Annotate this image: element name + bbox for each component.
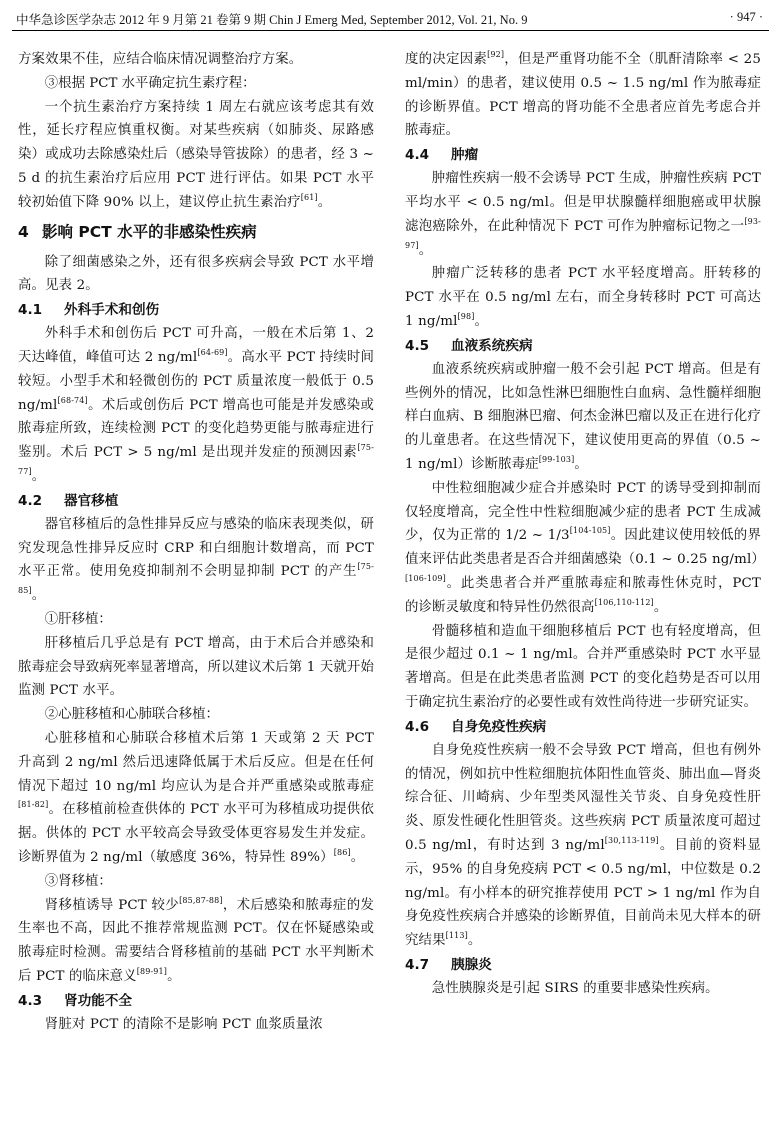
citation: [75-85]	[18, 562, 374, 596]
subsection-heading: 4.2 器官移植	[18, 492, 119, 509]
citation: [86]	[333, 847, 351, 857]
subsection-heading: 4.4 肿瘤	[405, 147, 479, 164]
citation: [106-109]	[405, 573, 446, 583]
paragraph: 肿瘤性疾病一般不会诱导 PCT 生成，肿瘤性疾病 PCT 平均水平 < 0.5 ng/ml。但是甲状腺髓样细胞癌或甲状腺滤泡癌除外，在此种情况下 PCT 可作为肿瘤标记物之一[93-97]。	[405, 171, 761, 258]
paragraph: 中性粒细胞减少症合并感染时 PCT 的诱导受到抑制而仅轻度增高，完全性中性粒细胞减少症的患者 PCT 生成减少，仅为正常的 1/2 ~ 1/3[104-105]。因此建议使用较低的界值来评估此类患者是否合并细菌感染（0.1 ~ 0.25 ng/ml）[106-109]。此类患者合并严重脓毒症和脓毒性休克时，PCT 的诊断灵敏度和特异性仍然很高[106,110-112]。	[405, 480, 765, 615]
citation: [106,110-112]	[594, 597, 654, 607]
citation: [61]	[300, 192, 318, 202]
journal-citation: 中华急诊医学杂志 2012 年 9 月第 21 卷第 9 期 Chin J Emerg Med, September 2012, Vol. 21, No. 9	[16, 13, 528, 27]
paragraph: 自身免疫性疾病一般不会导致 PCT 增高，但也有例外的情况，例如抗中性粒细胞抗体阳性血管炎、肺出血—肾炎综合征、川崎病、少年型类风湿性关节炎、自身免疫性肝炎、原发性硬化性胆管炎。这些疾病 PCT 质量浓度可超过 0.5 ng/ml，有时达到 3 ng/ml[30,113-119]。目前的资料显示，95% 的自身免疫病 PCT < 0.5 ng/ml，中位数是 0.2 ng/ml。有小样本的研究推荐使用 PCT > 1 ng/ml 作为自身免疫性疾病合并感染的诊断界值，目前尚未见大样本的研究结果[113]。	[405, 742, 761, 949]
subsection-heading: 4.6 自身免疫性疾病	[405, 718, 547, 735]
citation: [30,113-119]	[604, 835, 659, 845]
subsection-heading: 4.5 血液系统疾病	[405, 337, 533, 354]
citation: [68-74]	[57, 395, 88, 405]
list-item-heading: ②心脏移植和心肺联合移植：	[44, 707, 219, 723]
paragraph: 急性胰腺炎是引起 SIRS 的重要非感染性疾病。	[431, 980, 719, 996]
citation: [98]	[457, 311, 475, 321]
citation: [93-97]	[405, 216, 761, 250]
citation: [104-105]	[569, 526, 611, 536]
citation: [85,87-88]	[179, 895, 223, 905]
paragraph: 一个抗生素治疗方案持续 1 周左右就应该考虑其有效性，延长疗程应慎重权衡。对某些疾病（如肺炎、尿路感染）或成功去除感染灶后（感染导管拔除）的患者，经 3 ~ 5 d 的抗生素治疗后应用 PCT 进行评估。如果 PCT 水平较初始值下降 90% 以上，建议停止抗生素治疗[61]。	[18, 99, 374, 210]
right-column	[405, 48, 765, 1001]
paragraph: 度的决定因素[92]，但是严重肾功能不全（肌酐清除率 < 25 ml/min）的患者，建议使用 0.5 ~ 1.5 ng/ml 作为脓毒症的诊断界值。PCT 增高的肾功能不全患者应首先考虑合并脓毒症。	[405, 50, 762, 139]
left-column	[18, 48, 374, 1036]
citation: [64-69]	[197, 347, 228, 357]
list-item-heading: ③肾移植：	[44, 873, 112, 889]
paragraph: 器官移植后的急性排异反应与感染的临床表现类似，研究发现急性排异反应时 CRP 和白细胞计数增高，而 PCT 水平正常。使用免疫抑制剂不会明显抑制 PCT 的产生[75-85]。	[18, 516, 374, 604]
citation: [92]	[487, 50, 505, 59]
subsection-heading: 4.7 胰腺炎	[405, 956, 492, 973]
list-item-heading: ③根据 PCT 水平确定抗生素疗程：	[44, 75, 256, 91]
running-header	[12, 8, 769, 31]
page-number: · 947 ·	[729, 10, 763, 24]
paragraph: 肾移植诱导 PCT 较少[85,87-88]，术后感染和脓毒症的发生率也不高，因此不推荐常规监测 PCT。仅在怀疑感染或脓毒症时检测。需要结合肾移植前的基础 PCT 水平判断术后 PCT 的临床意义[89-91]。	[18, 895, 375, 984]
paragraph: 肾脏对 PCT 的清除不是影响 PCT 血浆质量浓	[44, 1016, 323, 1032]
list-item-heading: ①肝移植：	[44, 611, 112, 627]
subsection-heading: 4.3 肾功能不全	[18, 992, 132, 1009]
paragraph: 肿瘤广泛转移的患者 PCT 水平轻度增高。肝转移的 PCT 水平在 0.5 ng/ml 左右，而全身转移时 PCT 可高达 1 ng/ml[98]。	[405, 266, 761, 329]
section-heading: 4 影响 PCT 水平的非感染性疾病	[18, 222, 257, 241]
citation: [81-82]	[18, 800, 49, 810]
citation: [89-91]	[136, 966, 168, 976]
paragraph: 除了细菌感染之外，还有很多疾病会导致 PCT 水平增高。见表 2。	[18, 254, 374, 294]
paragraph: 肝移植后几乎总是有 PCT 增高，由于术后合并感染和脓毒症会导致病死率显著增高，所以建议术后第 1 天就开始监测 PCT 水平。	[18, 635, 374, 699]
subsection-heading: 4.1 外科手术和创伤	[18, 302, 160, 319]
citation: [113]	[445, 931, 468, 941]
paragraph: 方案效果不佳，应结合临床情况调整治疗方案。	[18, 52, 303, 67]
paragraph: 外科手术和创伤后 PCT 可升高，一般在术后第 1、2 天达峰值，峰值可达 2 ng/ml[64-69]。高水平 PCT 持续时间较短。小型手术和轻微创伤的 PCT 质量浓度一般低于 0.5 ng/ml[68-74]。术后或创伤后 PCT 增高也可能是并发感染或脓毒症所致，连续检测 PCT 的变化趋势更能与脓毒症进行鉴别。术后 PCT > 5 ng/ml 是出现并发症的预测因素[75-77]。	[18, 326, 374, 484]
paragraph: 心脏移植和心肺联合移植术后第 1 天或第 2 天 PCT 升高到 2 ng/ml 然后迅速降低属于术后反应。但是在任何情况下超过 10 ng/ml 均应认为是合并严重感染或脓毒症[81-82]。在移植前检查供体的 PCT 水平可为移植成功提供依据。供体的 PCT 水平较高会导致受体更容易发生并发症。诊断界值为 2 ng/ml（敏感度 36%，特异性 89%）[86]。	[18, 730, 374, 865]
citation: [75-77]	[18, 443, 374, 476]
paragraph: 血液系统疾病或肿瘤一般不会引起 PCT 增高。但是有些例外的情况，比如急性淋巴细胞性白血病、急性髓样细胞样白血病、B 细胞淋巴瘤、何杰金淋巴瘤以及正在进行化疗的儿童患者。在这些情况下，建议使用更高的界值（0.5 ~ 1 ng/ml）诊断脓毒症[99-103]。	[405, 361, 761, 472]
citation: [99-103]	[538, 454, 575, 464]
paragraph: 骨髓移植和造血干细胞移植后 PCT 也有轻度增高，但是很少超过 0.1 ~ 1 ng/ml。合并严重感染时 PCT 水平显著增高。但是在此类患者监测 PCT 的变化趋势是否可以用于确定抗生素治疗的必要性或有效性尚待进一步研究证实。	[405, 623, 761, 710]
